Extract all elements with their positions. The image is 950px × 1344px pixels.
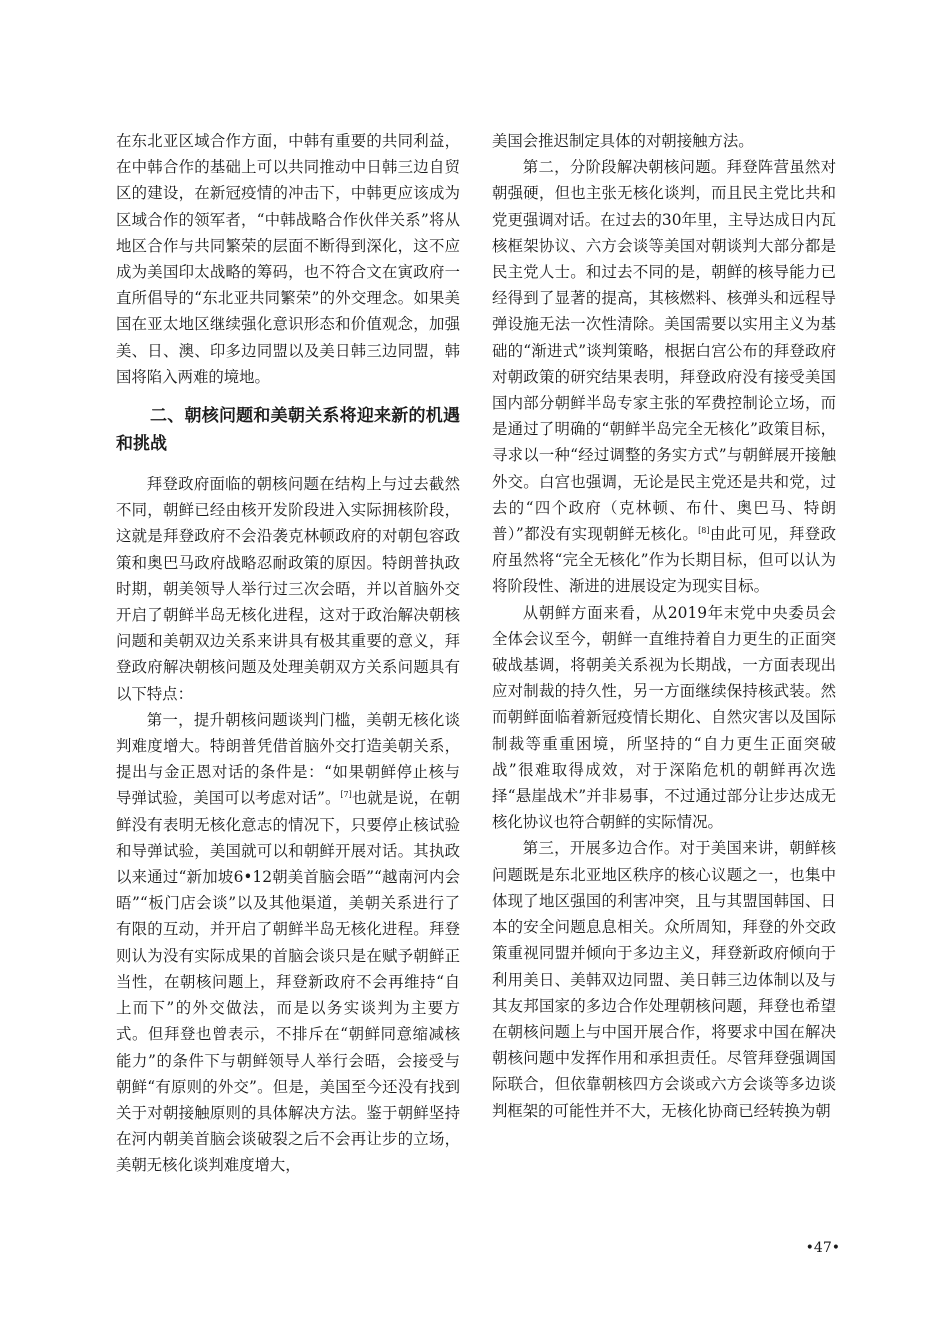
left-column: [116, 128, 460, 1179]
paragraph: 第三，开展多边合作。对于美国来讲，朝鲜核问题既是东北亚地区秩序的核心议题之一，也集中体现了地区强国的利害冲突，且与其盟国韩国、日本的安全问题息息相关。众所周知，拜登的外交政策重视同盟并倾向于多边主义，拜登新政府倾向于利用美日、美韩双边同盟、美日韩三边体制以及与其友邦国家的多边合作处理朝核问题，拜登也希望在朝核问题上与中国开展合作，将要求中国在解决朝核问题中发挥作用和承担责任。尽管拜登强调国际联合，但依靠朝核四方会谈或六方会谈等多边谈判框架的可能性并不大，无核化协商已经转换为朝: [492, 839, 836, 1120]
right-column: [492, 128, 836, 1124]
paragraph-text: 由此可见，拜登政府虽然将“完全无核化”作为长期目标，但可以认为将阶段性、渐进的进展设定为现实目标。: [492, 525, 836, 596]
paragraph-text: 第一，提升朝核问题谈判门槛，美朝无核化谈判难度增大。特朗普凭借首脑外交打造美朝关系，提出与金正恩对话的条件是：“如果朝鲜停止核与导弹试验，美国可以考虑对话”。: [116, 710, 460, 808]
paragraph: 美国会推迟制定具体的对朝接触方法。: [492, 132, 754, 150]
paragraph: [492, 154, 836, 599]
paragraph: [116, 707, 460, 1179]
section-heading: 二、朝核问题和美朝关系将迎来新的机遇和挑战: [116, 406, 460, 455]
paragraph: 从朝鲜方面来看，从2019年末党中央委员会全体会议至今，朝鲜一直维持着自力更生的正面突破战基调，将朝美关系视为长期战，一方面表现出应对制裁的持久性，另一方面继续保持核武装。然而朝鲜面临着新冠疫情长期化、自然灾害以及国际制裁等重重困境，所坚持的“自力更生正面突破战”很难取得成效，对于深陷危机的朝鲜再次选择“悬崖战术”并非易事，不过通过部分让步达成无核化协议也符合朝鲜的实际情况。: [492, 603, 836, 832]
paragraph: 在东北亚区域合作方面，中韩有重要的共同利益，在中韩合作的基础上可以共同推动中日韩三边自贸区的建设，在新冠疫情的冲击下，中韩更应该成为区域合作的领军者，“中韩战略合作伙伴关系”将从地区合作与共同繁荣的层面不断得到深化，这不应成为美国印太战略的筹码，也不符合文在寅政府一直所倡导的“东北亚共同繁荣”的外交理念。如果美国在亚太地区继续强化意识形态和价值观念，加强美、日、澳、印多边同盟以及美日韩三边同盟，韩国将陷入两难的境地。: [116, 132, 460, 386]
page-number: •47•: [805, 1240, 840, 1256]
paragraph: 拜登政府面临的朝核问题在结构上与过去截然不同，朝鲜已经由核开发阶段进入实际拥核阶段，这就是拜登政府不会沿袭克林顿政府的对朝包容政策和奥巴马政府战略忍耐政策的原因。特朗普执政时期，朝美领导人举行过三次会晤，并以首脑外交开启了朝鲜半岛无核化进程，这对于政治解决朝核问题和美朝双边关系来讲具有极其重要的意义，拜登政府解决朝核问题及处理美朝双方关系问题具有以下特点：: [116, 475, 460, 703]
paragraph-text: 也就是说，在朝鲜没有表明无核化意志的情况下，只要停止核试验和导弹试验，美国就可以和朝鲜开展对话。其执政以来通过“新加坡6•12朝美首脑会晤”“越南河内会晤”“板门店会谈”以及其他渠道，美朝关系进行了有限的互动，并开启了朝鲜半岛无核化进程。拜登则认为没有实际成果的首脑会谈只是在赋予朝鲜正当性，在朝核问题上，拜登新政府不会再维持“自上而下”的外交做法，而是以务实谈判为主要方式。但拜登也曾表示，不排斥在“朝鲜同意缩减核能力”的条件下与朝鲜领导人举行会晤，会接受与朝鲜“有原则的外交”。但是，美国至今还没有找到关于对朝接触原则的具体解决方法。鉴于朝鲜坚持在河内朝美首脑会谈破裂之后不会再让步的立场，美朝无核化谈判难度增大，: [116, 789, 460, 1175]
paragraph-text: 第二，分阶段解决朝核问题。拜登阵营虽然对朝强硬，但也主张无核化谈判，而且民主党比共和党更强调对话。在过去的30年里，主导达成日内瓦核框架协议、六方会谈等美国对朝谈判大部分都是民主党人士。和过去不同的是，朝鲜的核导能力已经得到了显著的提高，其核燃料、核弹头和远程导弹设施无法一次性清除。美国需要以实用主义为基础的“渐进式”谈判策略，根据白宫公布的拜登政府对朝政策的研究结果表明，拜登政府没有接受美国国内部分朝鲜半岛专家主张的军费控制论立场，而是通过了明确的“朝鲜半岛完全无核化”政策目标，寻求以一种“经过调整的务实方式”与朝鲜展开接触外交。白宫也强调，无论是民主党还是共和党，过去的“四个政府（克林顿、布什、奥巴马、特朗普）”都没有实现朝鲜无核化。: [492, 158, 836, 544]
citation-ref: [8]: [698, 525, 710, 535]
citation-ref: [7]: [340, 790, 352, 800]
